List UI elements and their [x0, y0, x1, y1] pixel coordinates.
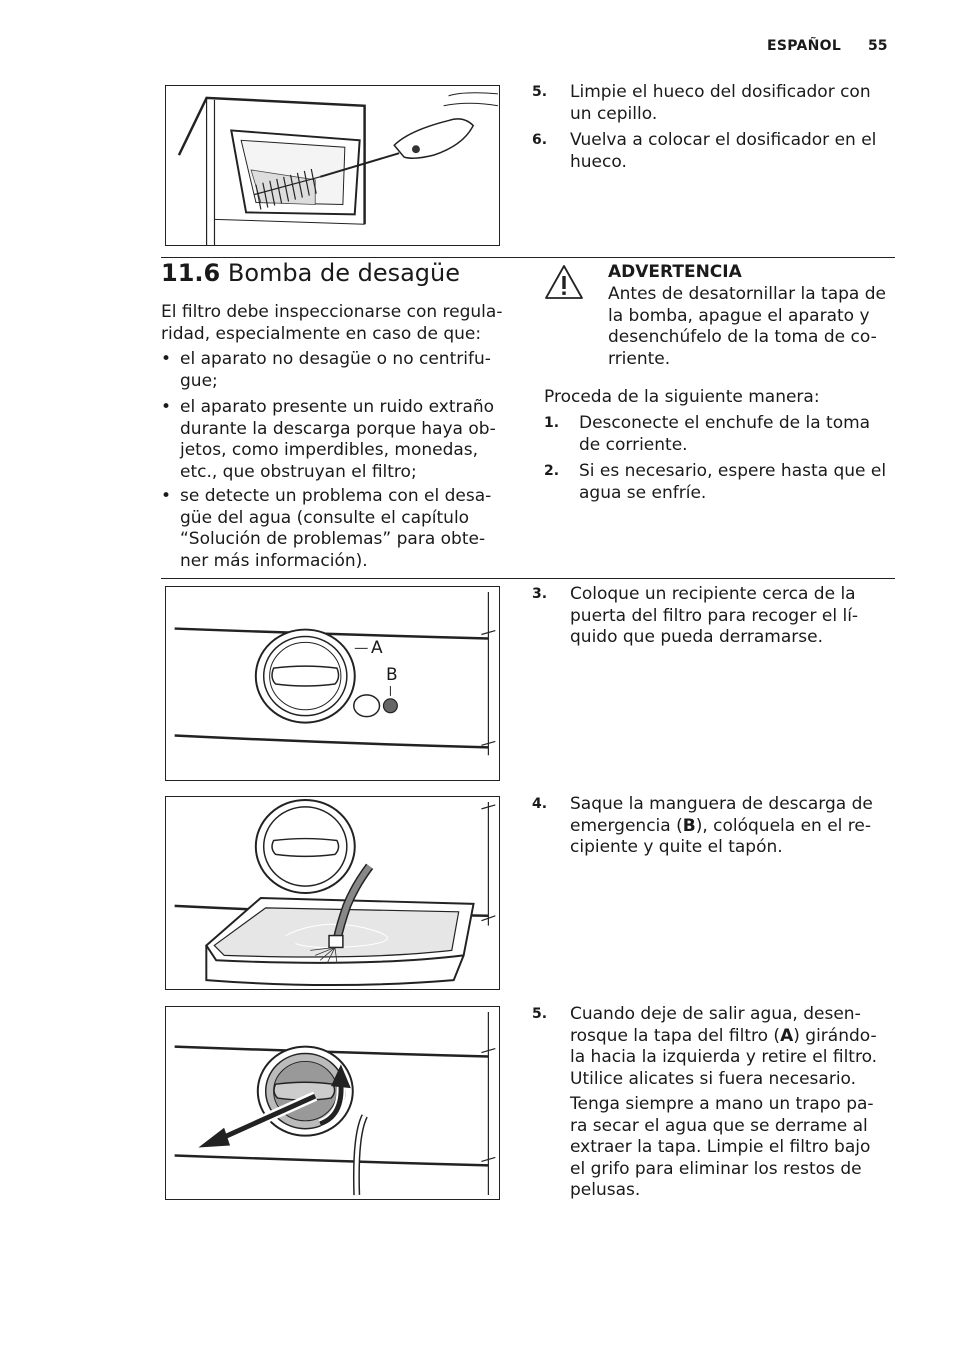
section-title [161, 259, 460, 287]
step-text-line: Limpie el hueco del dosificador con [570, 82, 871, 102]
intro-line: ridad, especialmente en caso de que: [161, 323, 482, 344]
step-extra-line: el grifo para eliminar los restos de [570, 1158, 862, 1179]
section-title-text: Bomba de desagüe [227, 259, 461, 287]
step-text-line: puerta del filtro para recoger el lí- [570, 605, 859, 626]
step-text-line: Coloque un recipiente cerca de la [570, 584, 856, 604]
step-number: 2. [544, 463, 560, 479]
step-number: 5. [532, 84, 548, 100]
step-text-line: Utilice alicates si fuera necesario. [570, 1068, 857, 1089]
step-number: 3. [532, 586, 548, 602]
step-5-top [532, 82, 892, 128]
reference-letter: A [780, 1025, 794, 1046]
figure-label-a: A [371, 638, 383, 658]
warning-line: Antes de desatornillar la tapa de [608, 284, 886, 304]
warning-body [608, 284, 898, 370]
page-number: 55 [868, 38, 888, 54]
step-4 [532, 794, 892, 862]
section-number: 11.6 [161, 259, 221, 287]
bullet-line: durante la descarga porque haya ob- [180, 418, 496, 439]
bullet-line: el aparato presente un ruido extraño [180, 397, 495, 417]
reference-letter: B [682, 815, 696, 836]
unscrew-filter-illustration [166, 1007, 499, 1199]
step-text-line: emergencia (B), colóquela en el re- [570, 815, 871, 836]
figure-label-b: B [386, 665, 398, 685]
step-extra-line: extraer la tapa. Limpie el filtro bajo [570, 1137, 871, 1157]
bullet-line: gue; [180, 370, 218, 391]
step-text-line: rosque la tapa del filtro (A) girándo- [570, 1025, 877, 1046]
step-text-line: Saque la manguera de descarga de [570, 794, 873, 814]
bullet-line: se detecte un problema con el desa- [180, 486, 492, 506]
step-extra-line: pelusas. [570, 1180, 641, 1200]
step-text-line: hueco. [570, 151, 627, 172]
brush-dispenser-illustration [166, 86, 499, 245]
step-6-top [532, 130, 892, 176]
step-5-bottom [532, 1004, 892, 1204]
step-number: 5. [532, 1006, 548, 1022]
bullet-line: “Solución de problemas” para obte- [180, 529, 486, 549]
step-text-line: un cepillo. [570, 103, 658, 124]
bullet-item: • el aparato no desagüe o no centrifu- gue; [161, 349, 491, 391]
step-text-line: agua se enfríe. [579, 482, 707, 503]
section-divider [161, 578, 895, 579]
figure-brush-dispenser [165, 85, 500, 246]
figure-unscrew-filter [165, 1006, 500, 1200]
filter-door-illustration [166, 587, 499, 780]
warning-line: la bomba, apague el aparato y [608, 305, 870, 326]
hose-container-illustration [166, 797, 499, 989]
section-intro [161, 302, 521, 345]
warning-title: ADVERTENCIA [608, 262, 742, 282]
bullet-line: etc., que obstruyan el filtro; [180, 461, 417, 482]
bullet-line: jetos, como imperdibles, monedas, [180, 440, 479, 460]
step-text-line: Vuelva a colocar el dosificador en el [570, 130, 877, 150]
step-extra-line: Tenga siempre a mano un trapo pa- [570, 1094, 874, 1114]
bullet-item: • se detecte un problema con el desa- güe del agua (consulte el capítulo “Solución de problemas” para obte- ner más información). [161, 486, 492, 571]
step-3 [532, 584, 892, 652]
step-text-line: quido que pueda derramarse. [570, 627, 823, 647]
step-2 [544, 461, 889, 507]
bullet-line: el aparato no desagüe o no centrifu- [180, 349, 491, 369]
step-1 [544, 413, 889, 459]
figure-hose-container [165, 796, 500, 990]
intro-line: El filtro debe inspeccionarse con regula- [161, 302, 503, 322]
step-text-line: de corriente. [579, 434, 688, 455]
step-number: 1. [544, 415, 560, 431]
step-text-line: cipiente y quite el tapón. [570, 837, 783, 857]
warning-line: desenchúfelo de la toma de co- [608, 327, 877, 347]
bullet-line: ner más información). [180, 550, 368, 571]
bullet-item: • el aparato presente un ruido extraño durante la descarga porque haya ob- jetos, como imperdibles, monedas, etc., que obstruyan el filtro; [161, 397, 496, 482]
step-number: 4. [532, 796, 548, 812]
procedure-intro: Proceda de la siguiente manera: [544, 387, 820, 407]
warning-icon [544, 264, 584, 300]
header-language: ESPAÑOL [767, 38, 842, 54]
section-divider [161, 257, 895, 258]
step-extra-line: ra secar el agua que se derrame al [570, 1115, 868, 1136]
step-text-line: la hacia la izquierda y retire el filtro. [570, 1047, 878, 1067]
bullet-line: güe del agua (consulte el capítulo [180, 507, 470, 528]
figure-filter-door [165, 586, 500, 781]
step-text-line: Si es necesario, espere hasta que el [579, 461, 887, 481]
step-number: 6. [532, 132, 548, 148]
warning-line: rriente. [608, 348, 671, 369]
step-text-line: Desconecte el enchufe de la toma [579, 413, 871, 433]
step-text-line: Cuando deje de salir agua, desen- [570, 1004, 861, 1024]
